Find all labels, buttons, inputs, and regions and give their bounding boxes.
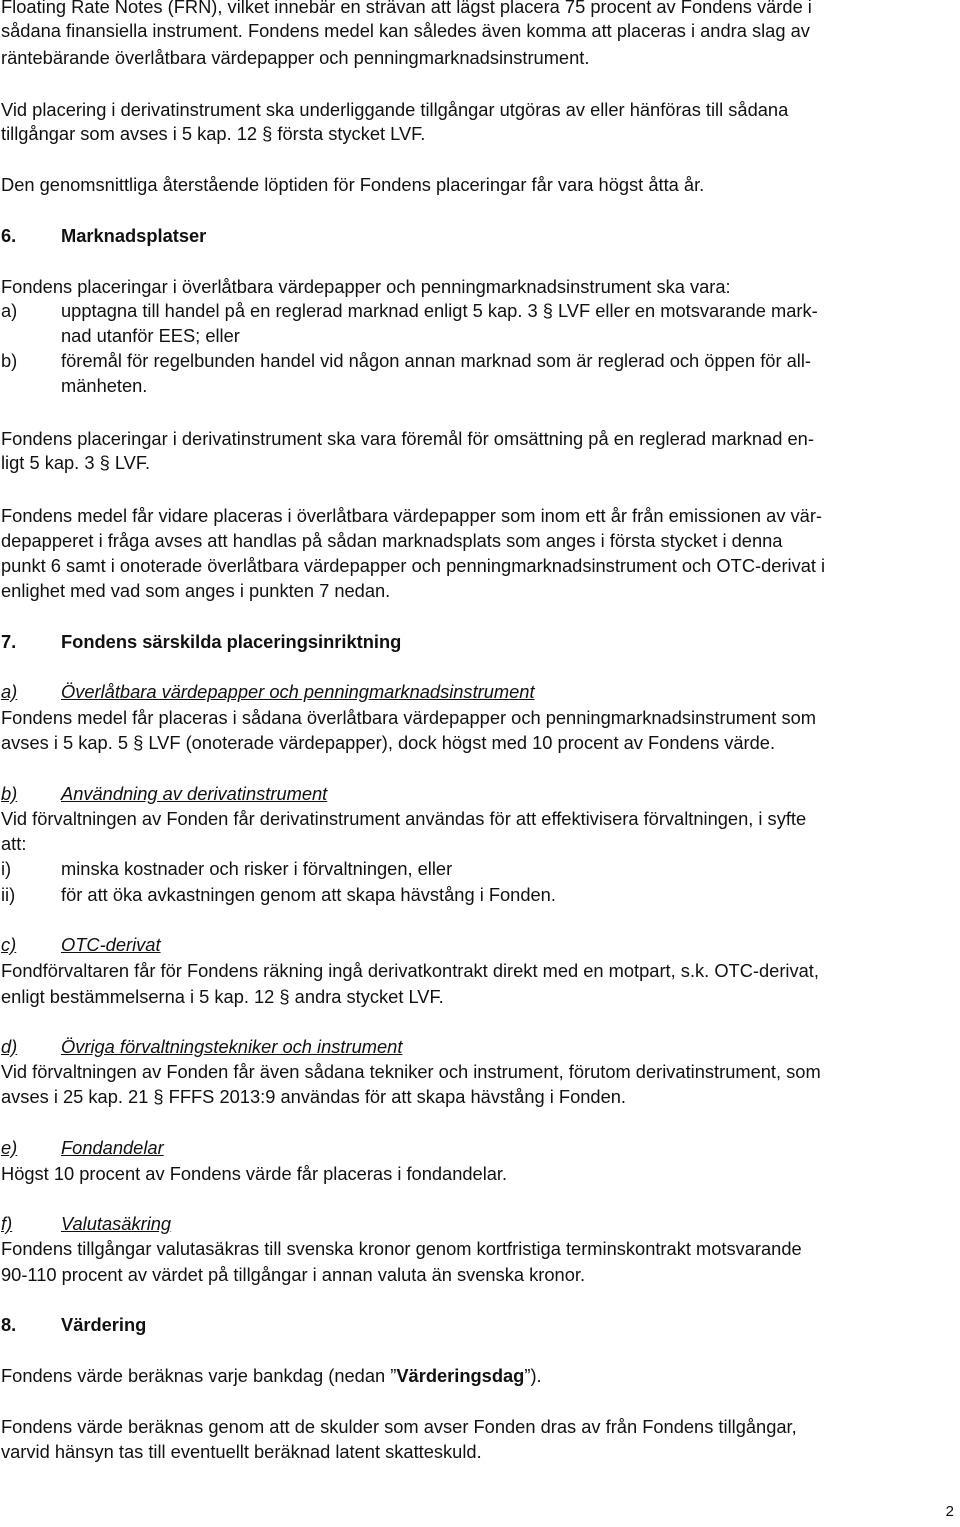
duration-para: Den genomsnittliga återstående löptiden för Fondens placeringar får vara högst åtta år.: [1, 174, 705, 195]
section-8-number: 8.: [1, 1314, 17, 1335]
section-6-intro: Fondens placeringar i överlåtbara värdepapper och penningmarknadsinstrument ska vara:: [1, 276, 731, 297]
section-6-para-3-line-2: depapperet i fråga avses att handlas på sådan marknadsplats som anges i första stycket i denna: [1, 530, 783, 551]
deriv-para-line-1: Vid placering i derivatinstrument ska underliggande tillgångar utgöras av eller hänföras till sådana: [1, 99, 789, 120]
section-7-number: 7.: [1, 631, 17, 652]
intro-line-3: räntebärande överlåtbara värdepapper och penningmarknadsinstrument.: [1, 47, 590, 68]
subsection-b-item-ii-label: ii): [1, 884, 16, 905]
subsection-e-title: Fondandelar: [61, 1137, 164, 1158]
list-item-a-label: a): [1, 300, 18, 321]
subsection-b-title: Användning av derivatinstrument: [61, 783, 328, 804]
subsection-d-line-2: avses i 25 kap. 21 § FFFS 2013:9 användas för att skapa hävstång i Fonden.: [1, 1086, 626, 1107]
subsection-c-line-1: Fondförvaltaren får för Fondens räkning ingå derivatkontrakt direkt med en motpart, s.k. OTC-derivat,: [1, 960, 819, 981]
section-8-para-1: [1, 1364, 542, 1388]
subsection-a-title: Överlåtbara värdepapper och penningmarknadsinstrument: [61, 681, 535, 702]
list-item-a-line-2: nad utanför EES; eller: [61, 325, 240, 346]
subsection-b-item-i-label: i): [1, 858, 12, 879]
subsection-b-item-i-text: minska kostnader och risker i förvaltningen, eller: [61, 858, 453, 879]
section-6-title: Marknadsplatser: [61, 225, 207, 246]
subsection-b-line-1: Vid förvaltningen av Fonden får derivatinstrument användas för att effektivisera förvaltningen, i syfte: [1, 808, 807, 829]
section-6-para-3-line-3: punkt 6 samt i onoterade överlåtbara värdepapper och penningmarknadsinstrument och OTC-derivat i: [1, 555, 826, 576]
deriv-para-line-2: tillgångar som avses i 5 kap. 12 § första stycket LVF.: [1, 123, 426, 144]
subsection-f-label: f): [1, 1213, 13, 1234]
section-6-para-3-line-1: Fondens medel får vidare placeras i överlåtbara värdepapper som inom ett år från emissionen av vär-: [1, 505, 823, 526]
subsection-d-label: d): [1, 1036, 18, 1057]
subsection-f-title: Valutasäkring: [61, 1213, 172, 1234]
intro-line-2: sådana finansiella instrument. Fondens medel kan således även komma att placeras i andra slag av: [1, 20, 810, 41]
section-8-title: Värdering: [61, 1314, 147, 1335]
section-7-title: Fondens särskilda placeringsinriktning: [61, 631, 402, 652]
section-6-para-2-line-1: Fondens placeringar i derivatinstrument ska vara föremål för omsättning på en reglerad marknad en-: [1, 428, 814, 449]
subsection-e-label: e): [1, 1137, 18, 1158]
subsection-d-title: Övriga förvaltningstekniker och instrument: [61, 1036, 403, 1057]
list-item-b-line-1: föremål för regelbunden handel vid någon annan marknad som är reglerad och öppen för all-: [61, 350, 812, 371]
section-6-para-3-line-4: enlighet med vad som anges i punkten 7 nedan.: [1, 580, 391, 601]
subsection-d-line-1: Vid förvaltningen av Fonden får även sådana tekniker och instrument, förutom derivatinstrument, som: [1, 1061, 821, 1082]
page-number: 2: [945, 1503, 954, 1520]
list-item-a-line-1: upptagna till handel på en reglerad marknad enligt 5 kap. 3 § LVF eller en motsvarande mark-: [61, 300, 818, 321]
intro-line-1: Floating Rate Notes (FRN), vilket innebär en strävan att lägst placera 75 procent av Fondens värde i: [1, 0, 812, 17]
subsection-b-item-ii-text: för att öka avkastningen genom att skapa hävstång i Fonden.: [61, 884, 556, 905]
section-8-para-2-line-1: Fondens värde beräknas genom att de skulder som avser Fonden dras av från Fondens tillgångar,: [1, 1416, 797, 1437]
subsection-c-label: c): [1, 934, 17, 955]
list-item-b-label: b): [1, 350, 18, 371]
subsection-a-line-2: avses i 5 kap. 5 § LVF (onoterade värdepapper), dock högst med 10 procent av Fondens värde.: [1, 732, 776, 753]
subsection-b-line-2: att:: [1, 833, 27, 854]
list-item-b-line-2: mänheten.: [61, 375, 148, 396]
subsection-c-line-2: enligt bestämmelserna i 5 kap. 12 § andra stycket LVF.: [1, 986, 444, 1007]
subsection-a-line-1: Fondens medel får placeras i sådana överlåtbara värdepapper och penningmarknadsinstrument som: [1, 707, 816, 728]
section-8-para-1-post: ”).: [524, 1365, 542, 1386]
section-8-para-2-line-2: varvid hänsyn tas till eventuellt beräknad latent skatteskuld.: [1, 1441, 482, 1462]
subsection-b-label: b): [1, 783, 18, 804]
valuation-day-term: Värderingsdag: [396, 1365, 525, 1386]
subsection-a-label: a): [1, 681, 18, 702]
subsection-f-line-2: 90-110 procent av värdet på tillgångar i annan valuta än svenska kronor.: [1, 1264, 586, 1285]
section-6-para-2-line-2: ligt 5 kap. 3 § LVF.: [1, 452, 151, 473]
section-8-para-1-pre: Fondens värde beräknas varje bankdag (nedan ”: [1, 1365, 397, 1386]
subsection-e-line-1: Högst 10 procent av Fondens värde får placeras i fondandelar.: [1, 1163, 508, 1184]
subsection-f-line-1: Fondens tillgångar valutasäkras till svenska kronor genom kortfristiga terminskontrakt motsvarande: [1, 1238, 802, 1259]
section-6-number: 6.: [1, 225, 17, 246]
subsection-c-title: OTC-derivat: [61, 934, 161, 955]
